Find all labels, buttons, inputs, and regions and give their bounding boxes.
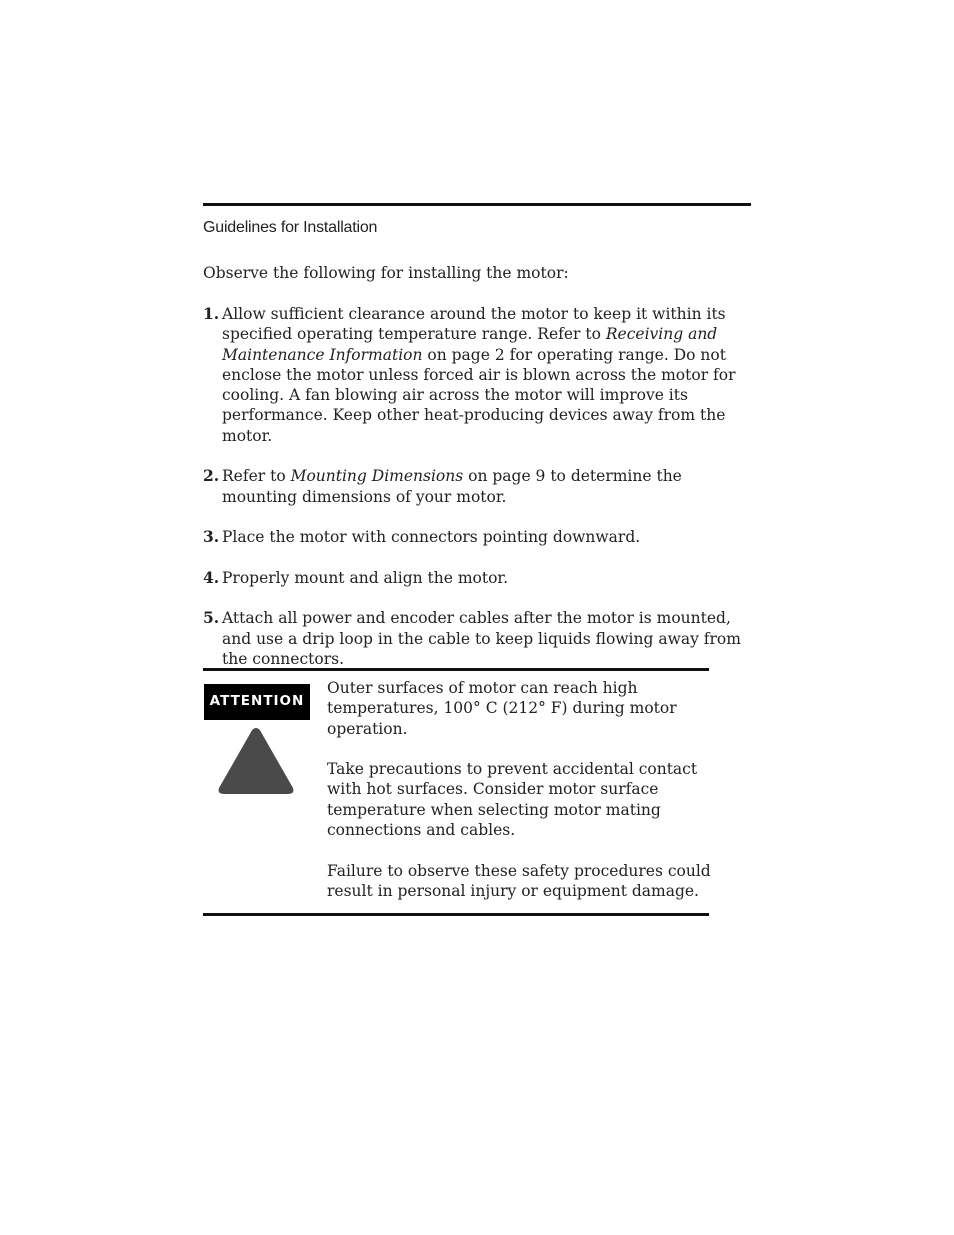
step-text: Place the motor with connectors pointing downward. <box>222 528 641 547</box>
step-text: Allow sufficient clearance around the motor to keep it within its specified operating temperature range. Refer to <box>222 305 726 344</box>
step-4 <box>203 568 758 588</box>
top-rule <box>203 203 751 206</box>
section-title: Guidelines for Installation <box>203 219 378 236</box>
step-text: Attach all power and encoder cables after the motor is mounted, and use a drip loop in the cable to keep liquids flowing away from the connectors. <box>222 609 741 669</box>
cross-reference: Mounting Dimensions <box>290 467 464 486</box>
installation-steps <box>203 304 758 690</box>
step-5 <box>203 608 758 669</box>
cross-reference: Receiving and Maintenance Information <box>222 325 718 364</box>
step-1 <box>203 304 758 446</box>
intro-text: Observe the following for installing the motor: <box>203 264 569 282</box>
step-3 <box>203 527 758 547</box>
attention-paragraph: Outer surfaces of motor can reach high temperatures, 100° C (212° F) during motor operation. <box>327 679 677 738</box>
attention-badge: ATTENTION <box>204 684 310 720</box>
step-text: Refer to <box>222 467 291 486</box>
attention-top-rule <box>203 668 709 671</box>
step-number: 5. <box>203 608 220 628</box>
step-text: on page 9 to determine the mounting dimensions of your motor. <box>222 467 682 506</box>
step-text: Properly mount and align the motor. <box>222 568 509 587</box>
attention-paragraph: Failure to observe these safety procedures could result in personal injury or equipment damage. <box>327 861 711 900</box>
step-number: 2. <box>203 466 220 486</box>
step-number: 3. <box>203 527 220 547</box>
step-2 <box>203 466 758 507</box>
attention-bottom-rule <box>203 913 709 916</box>
step-text: on page 2 for operating range. Do not enclose the motor unless forced air is blown across the motor for cooling. A fan blowing air across the motor will improve its performance. Keep other heat-producing devices away from the motor. <box>222 345 736 445</box>
step-number: 1. <box>203 304 220 323</box>
warning-triangle-icon <box>216 724 296 798</box>
attention-text <box>327 678 717 922</box>
attention-paragraph: Take precautions to prevent accidental contact with hot surfaces. Consider motor surface temperature when selecting motor mating connections and cables. <box>327 760 698 840</box>
step-number: 4. <box>203 567 220 587</box>
